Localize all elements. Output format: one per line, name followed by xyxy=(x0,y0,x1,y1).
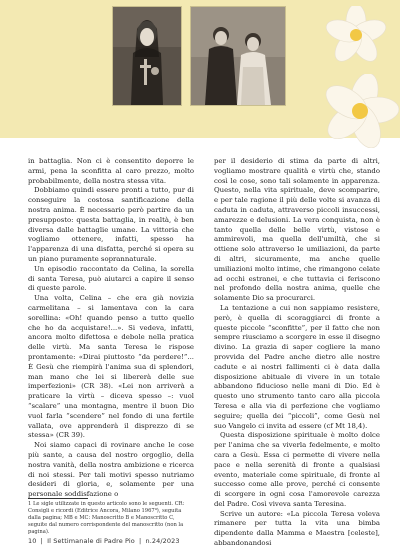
article-column-left xyxy=(28,157,194,500)
article-column-right xyxy=(214,157,380,549)
paragraph: Questa disposizione spirituale è molto dolce per l'anima che sa viverla fedelmente, e molto cara a Gesù. Essa ci permette di vivere nella pace e nella serenità di fronte a qualsiasi evento, materiale come spirituale, di fronte al successo come alle prove, perché ci consente di scorgere in ogni cosa l'amorevole carezza del Padre. Così viveva santa Teresina. xyxy=(214,431,380,508)
plumeria-flower-icon xyxy=(320,74,400,148)
footer-separator: | xyxy=(139,537,142,545)
paragraph: Una volta, Celina – che era già novizia carmelitana – si lamentava con la cara sorellina: «Oh! quando penso a tutto quello che ho da acquistare!...». Si vedeva, infatti, ancora molto difettosa e debole nella pratica delle virtù. Ma santa Teresa le rispose prontamente: «Dirai piuttosto “da perdere!”... È Gesù che riempirà l'anima sua di splendori, man mano che lei si libererà delle sue imperfezioni» (CR 38). «Lei non arriverà a praticare la virtù – diceva spesso –: vuol “scalare” una montagna, mentre il buon Dio vuol farla “scendere” nel fondo di una fertile vallata, ove apprenderà il disprezzo di se stessa» (CR 39). xyxy=(28,294,194,440)
issue-number: n.24/2023 xyxy=(145,537,180,545)
footnote-divider xyxy=(28,498,88,499)
footer-separator: | xyxy=(40,537,43,545)
paragraph: Un episodio raccontato da Celina, la sorella di santa Teresa, può aiutarci a capire il senso di queste parole. xyxy=(28,264,194,293)
plumeria-flower-icon xyxy=(325,6,387,64)
paragraph: Noi siamo capaci di rovinare anche le cose più sante, a causa del nostro orgoglio, della nostra vanità, della nostra ambizione e ricerca di noi stessi. Per tali motivi spesso nutriamo desideri di gloria, e, solamente per una personale soddisfazione o xyxy=(28,441,194,499)
paragraph: Scrive un autore: «La piccola Teresa voleva rimanere per tutta la vita una bimba dipendente dalla Mamma e Maestra [celeste], abbandonandosi xyxy=(214,509,380,548)
footnote: 1 Le sigle utilizzate in questo articolo sono le seguenti. CR: Consigli e ricordi (Editrice Ancora, Milano 1967⁹), seguita dalla pagina; MB e MC: Manoscritto B e Manoscritto C, seguite dal numero corrispondente del manoscritto (non la pagina). xyxy=(28,501,185,535)
paragraph: La tentazione a cui non sappiamo resistere, però, è quella di scoraggiarci di fronte a queste piccole “sconfitte”, per il fatto che non sempre riusciamo a scorgere in esse il disegno divino. La grazia di saper cogliere la mano provvida del Padre anche dietro alle nostre cadute e ai nostri fallimenti ci è data dalla disposizione abituale di vivere in un totale abbandono fiducioso nelle mani di Dio. Ed è questo uno strumento tanto caro alla piccola Teresa e alla via di perfezione che vogliamo seguire; quella dei “piccoli”, come Gesù nel suo Vangelo ci invita ad essere (cf Mt 18,4). xyxy=(214,303,380,430)
page-footer xyxy=(28,537,182,545)
photo-two-women xyxy=(190,6,286,106)
paragraph: per il desiderio di stima da parte di altri, vogliamo mostrare qualità e virtù che, stando così le cose, sono tali solamente in apparenza. Questo, nella vita spirituale, deve scomparire, e per tale ragione il più delle volte si avanza di caduta in caduta, attraverso piccoli insuccessi, amarezze e delusioni. La vera conquista, non è tanto quella delle belle virtù, vistose e ammirevoli, ma quella dell'umiltà, che si ottiene solo attraverso le umiliazioni, da parte di altri, sicuramente, ma anche quelle umiliazioni molto intime, che rimangono celate ad occhi estranei, e che tuttavia ci feriscono nel profondo della nostra anima, quelle che solamente Dio sa procurarci. xyxy=(214,157,380,303)
paragraph: Dobbiamo quindi essere pronti a tutto, pur di conseguire la costosa santificazione della nostra anima. È necessario però partire da un presupposto: questa battaglia, in realtà, è ben diversa dalle battaglie umane. La vittoria che vogliamo ottenere, infatti, spesso ha l'apparenza di una disfatta, perché si opera su un piano puramente soprannaturale. xyxy=(28,186,194,263)
photo-saint-with-rose xyxy=(112,6,182,106)
page-number: 10 xyxy=(28,537,37,545)
paragraph: in battaglia. Non ci è consentito deporre le armi, pena la sconfitta al caro prezzo, molto probabilmente, della nostra stessa vita. xyxy=(28,157,194,185)
magazine-title: Il Settimanale di Padre Pio xyxy=(47,537,135,545)
